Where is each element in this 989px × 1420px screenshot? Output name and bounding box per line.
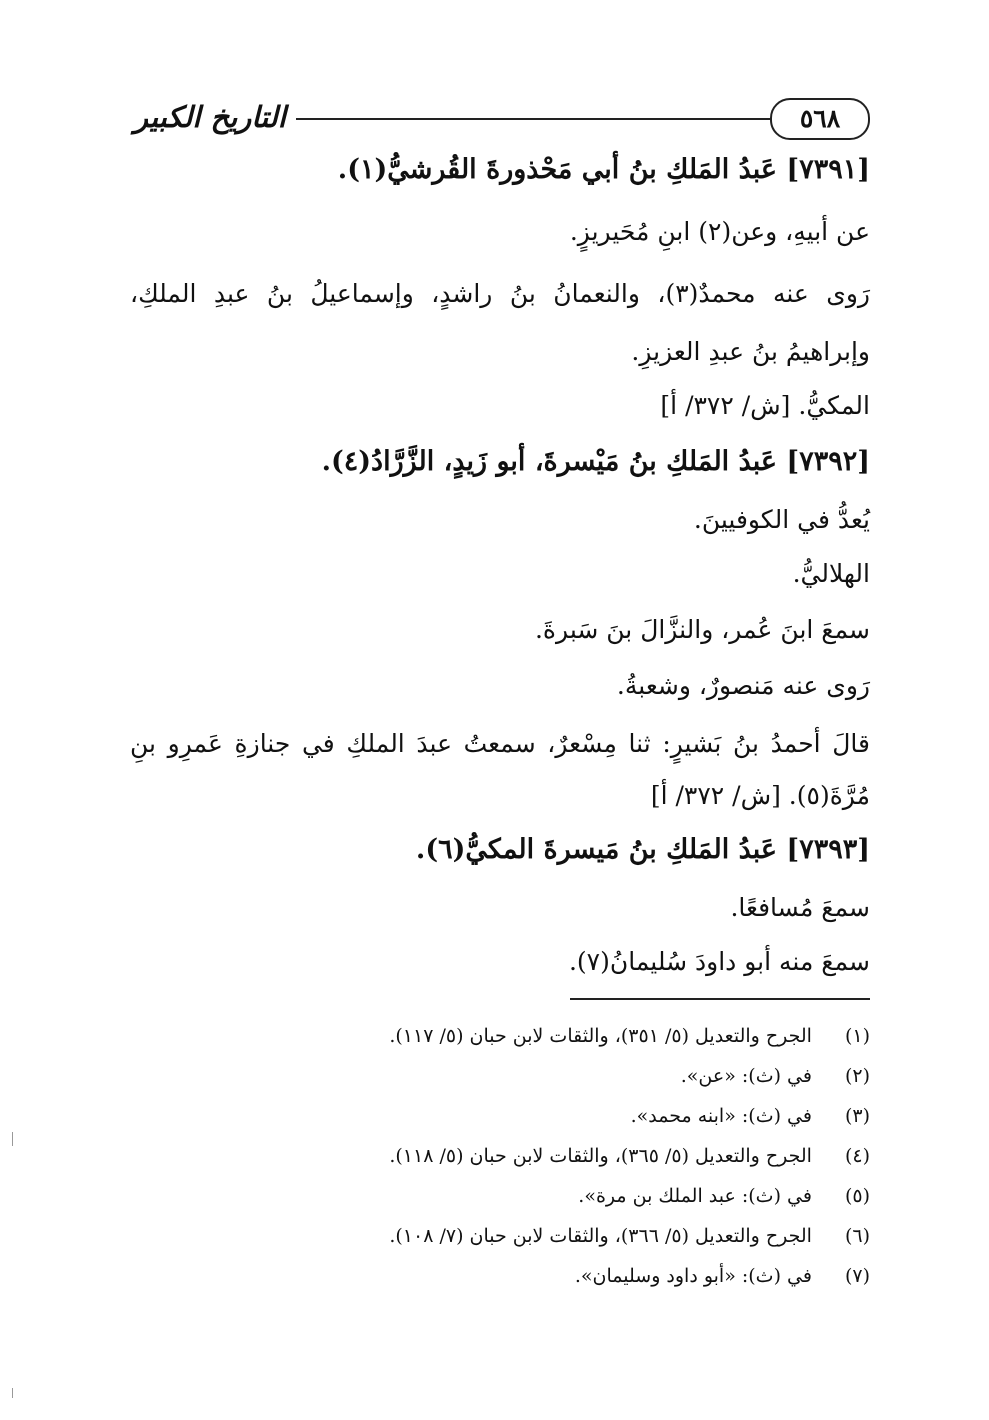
footnote-number: (٦) xyxy=(844,1225,870,1247)
footnote xyxy=(130,1100,870,1132)
text-line: رَوى عنه مَنصورٌ، وشعبةُ. xyxy=(616,671,870,700)
text-line: سمعَ منه أبو داودَ سُليمانُ(٧). xyxy=(568,947,870,976)
footnote xyxy=(130,1020,870,1052)
running-title: التاريخ الكبير xyxy=(134,100,286,134)
text-line: قالَ أحمدُ بنُ بَشيرٍ: ثنا مِسْعرٌ، سمعتُ عبدَ الملكِ في جنازةِ عَمرِو بنِ xyxy=(130,729,870,758)
text-line: عن أبيهِ، وعن(٢) ابنِ مُحَيريزٍ. xyxy=(569,217,870,246)
footnote-number: (٢) xyxy=(844,1065,870,1087)
footnote-text: الجرح والتعديل (٥/ ٣٦٥)، والثقات لابن حبان (٥/ ١١٨). xyxy=(389,1145,812,1167)
page-header xyxy=(128,98,870,142)
footnote-text: في (ث): عبد الملك بن مرة». xyxy=(578,1185,812,1207)
page-number: ٥٦٨ xyxy=(770,98,870,140)
footnote-text: الجرح والتعديل (٥/ ٣٦٦)، والثقات لابن حبان (٧/ ١٠٨). xyxy=(389,1225,812,1247)
footnote-text: الجرح والتعديل (٥/ ٣٥١)، والثقات لابن حبان (٥/ ١١٧). xyxy=(389,1025,812,1047)
footnote-text: في (ث): «ابنه محمد». xyxy=(630,1105,812,1127)
footnote-number: (٧) xyxy=(844,1265,870,1287)
entry-heading-7393: [٧٣٩٣] عَبدُ المَلكِ بنُ مَيسرةَ المكيُّ(٦). xyxy=(415,834,870,865)
footnote-number: (١) xyxy=(844,1025,870,1047)
footnote-number: (٣) xyxy=(844,1105,870,1127)
entry-heading-7391: [٧٣٩١] عَبدُ المَلكِ بنُ أبي مَحْذورةَ القُرشيُّ(١). xyxy=(337,154,870,185)
footnote xyxy=(130,1140,870,1172)
entry-heading-7392: [٧٣٩٢] عَبدُ المَلكِ بنُ مَيْسرةَ، أبو زَيدٍ، الزَّرَّادُ(٤). xyxy=(321,446,870,477)
footnote-text: في (ث): «عن». xyxy=(680,1065,812,1087)
scan-margin-mark xyxy=(12,1132,13,1146)
text-line: سمعَ مُسافعًا. xyxy=(730,893,870,922)
footnote xyxy=(130,1260,870,1292)
footnote-text: في (ث): «أبو داود وسليمان». xyxy=(574,1265,812,1287)
footnote-number: (٤) xyxy=(844,1145,870,1167)
text-line: مُرَّةَ(٥). [ش/ ٣٧٢/ أ] xyxy=(650,781,870,810)
text-line: الهلاليُّ. xyxy=(792,559,870,588)
text-line: رَوى عنه محمدٌ(٣)، والنعمانُ بنُ راشدٍ، وإسماعيلُ بنُ عبدِ الملكِ، xyxy=(130,279,870,308)
text-line: سمعَ ابنَ عُمر، والنزَّالَ بنَ سَبرةَ. xyxy=(534,615,870,644)
header-rule xyxy=(296,118,770,120)
footnote-number: (٥) xyxy=(844,1185,870,1207)
footnote xyxy=(130,1220,870,1252)
text-line: يُعدُّ في الكوفيينَ. xyxy=(693,505,870,534)
footnote-separator xyxy=(570,998,870,1000)
text-line: وإبراهيمُ بنُ عبدِ العزيزِ. xyxy=(631,337,870,366)
scan-margin-mark xyxy=(12,1388,13,1398)
footnote xyxy=(130,1060,870,1092)
footnote xyxy=(130,1180,870,1212)
text-line: المكيُّ. [ش/ ٣٧٢/ أ] xyxy=(660,391,870,420)
